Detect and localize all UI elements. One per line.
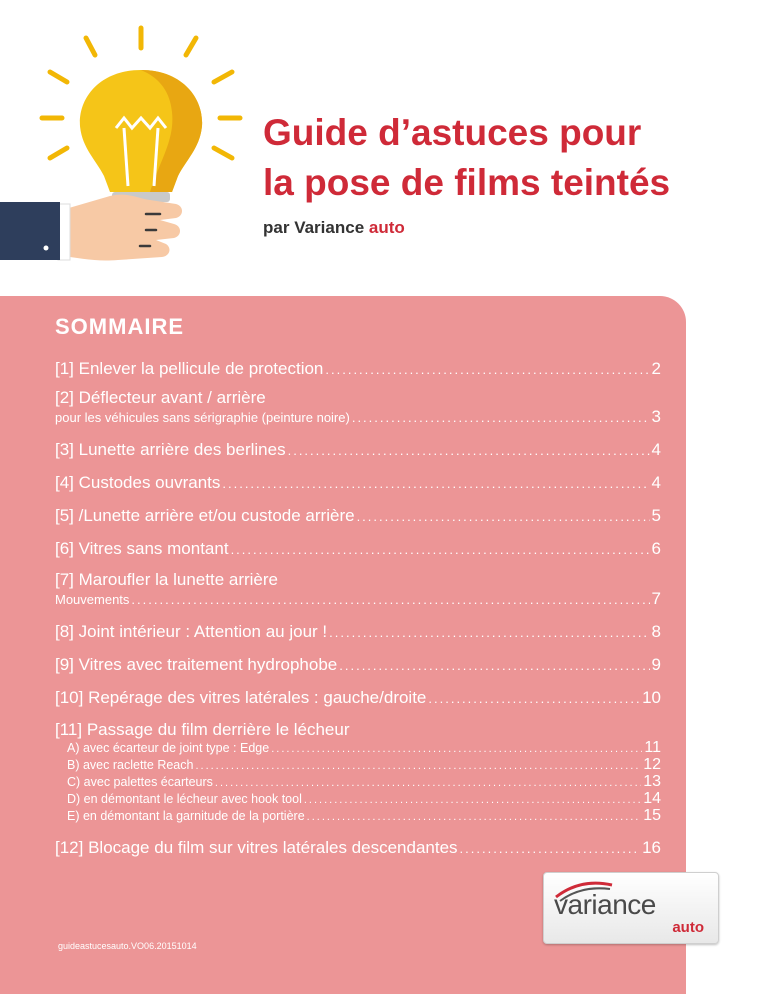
toc-entry-subtitle: pour les véhicules sans sérigraphie (peinture noire): [55, 410, 350, 425]
sommaire-panel: [0, 296, 704, 994]
title-block: [263, 108, 670, 238]
toc-subentry-page: 12: [643, 756, 661, 773]
dot-leader: [131, 591, 649, 609]
toc-entry-label: [8] Joint intérieur : Attention au jour !: [55, 622, 328, 641]
toc-entry-7[interactable]: [55, 570, 661, 609]
toc-entry-label: [2] Déflecteur avant / arrière: [55, 388, 266, 407]
dot-leader: [339, 649, 649, 682]
byline-prefix: par: [263, 218, 290, 237]
toc-entry-1[interactable]: [55, 352, 661, 385]
toc-entry-label: [3] Lunette arrière des berlines: [55, 440, 286, 459]
toc-entry-page: 10: [642, 688, 661, 707]
toc-entry-page: 8: [651, 622, 661, 641]
toc-entry-2[interactable]: [55, 388, 661, 427]
toc-entry-9[interactable]: [55, 648, 661, 681]
page-title-line-2: la pose de films teintés: [263, 162, 671, 203]
toc-entry-page: 6: [651, 539, 661, 558]
toc-entry-page: 3: [651, 407, 661, 426]
dot-leader: [215, 776, 641, 791]
toc-entry-label: [12] Blocage du film sur vitres latérales descendantes: [55, 838, 458, 857]
toc-entry-page: 9: [651, 655, 661, 674]
table-of-contents: [55, 352, 661, 864]
toc-entry-page: 16: [642, 838, 661, 857]
variance-auto-logo: [543, 872, 719, 944]
dot-leader: [304, 793, 641, 808]
toc-entry-12[interactable]: [55, 831, 661, 864]
toc-subentry-label: D) en démontant le lécheur avec hook tool: [67, 792, 302, 806]
toc-entry-subtitle: Mouvements: [55, 592, 130, 607]
toc-entry-6[interactable]: [55, 532, 661, 565]
dot-leader: [357, 500, 650, 533]
dot-leader: [307, 810, 642, 825]
logo-accent-text: auto: [672, 919, 704, 936]
byline: [263, 218, 670, 238]
toc-entry-page: 5: [651, 506, 661, 525]
toc-subentries: [55, 740, 661, 825]
toc-subentry[interactable]: [67, 791, 661, 808]
toc-entry-label: [6] Vitres sans montant: [55, 539, 229, 558]
toc-entry-page: 4: [651, 473, 661, 492]
toc-subentry[interactable]: [67, 740, 661, 757]
toc-entry-page: 4: [651, 440, 661, 459]
toc-entry-label: [5] /Lunette arrière et/ou custode arrière: [55, 506, 355, 525]
toc-subentry-label: A) avec écarteur de joint type : Edge: [67, 741, 270, 755]
dot-leader: [428, 682, 640, 715]
toc-entry-label: [9] Vitres avec traitement hydrophobe: [55, 655, 338, 674]
page-title-line-1: Guide d’astuces pour: [263, 112, 642, 153]
dot-leader: [231, 533, 650, 566]
toc-subentry-page: 14: [643, 790, 661, 807]
dot-leader: [325, 353, 649, 386]
document-code: guideastucesauto.VO06.20151014: [58, 941, 197, 951]
toc-subentry-page: 15: [643, 807, 661, 824]
toc-subentry[interactable]: [67, 774, 661, 791]
dot-leader: [271, 742, 642, 757]
dot-leader: [329, 616, 649, 649]
dot-leader: [460, 832, 641, 865]
byline-brand-accent: auto: [368, 218, 405, 237]
toc-entry-10[interactable]: [55, 681, 661, 714]
toc-entry-5[interactable]: [55, 499, 661, 532]
toc-entry-label: [11] Passage du film derrière le lécheur: [55, 720, 350, 739]
toc-entry-page: 2: [651, 359, 661, 378]
sommaire-heading: SOMMAIRE: [55, 314, 184, 339]
toc-entry-3[interactable]: [55, 433, 661, 466]
toc-subentry-label: B) avec raclette Reach: [67, 758, 194, 772]
toc-subentry-label: E) en démontant la garnitude de la portière: [67, 809, 305, 823]
byline-brand-name: Variance: [294, 218, 365, 237]
toc-entry-11[interactable]: [55, 720, 661, 825]
toc-entry-label: [4] Custodes ouvrants: [55, 473, 221, 492]
toc-subentry[interactable]: [67, 808, 661, 825]
toc-subentry-page: 11: [644, 739, 661, 756]
dot-leader: [352, 409, 650, 427]
toc-entry-label: [7] Maroufler la lunette arrière: [55, 570, 278, 589]
toc-subentry[interactable]: [67, 757, 661, 774]
toc-entry-page: 7: [651, 589, 661, 608]
toc-entry-4[interactable]: [55, 466, 661, 499]
toc-entry-8[interactable]: [55, 615, 661, 648]
logo-wordmark: variance: [554, 889, 656, 920]
lightbulb-illustration: [0, 0, 250, 280]
dot-leader: [195, 759, 641, 774]
dot-leader: [288, 434, 650, 467]
toc-entry-label: [1] Enlever la pellicule de protection: [55, 359, 324, 378]
toc-subentry-page: 13: [643, 773, 661, 790]
toc-subentry-label: C) avec palettes écarteurs: [67, 775, 213, 789]
toc-entry-label: [10] Repérage des vitres latérales : gauche/droite: [55, 688, 427, 707]
dot-leader: [222, 467, 649, 500]
